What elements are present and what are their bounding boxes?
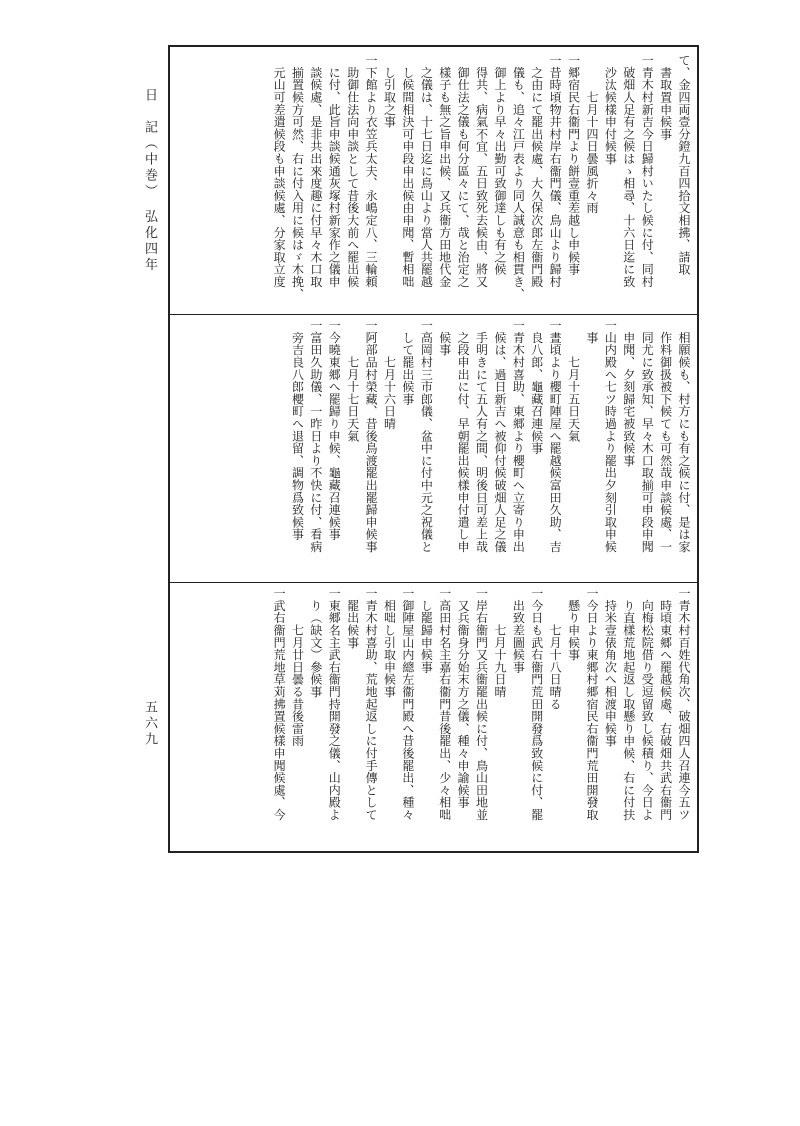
text-line: 七月十四日曇風折々雨 (584, 54, 599, 214)
text-band-middle (176, 319, 693, 577)
text-line: 時頃東郷へ罷越候處、右破畑共武右衞門 (658, 587, 673, 821)
text-line: 元山可差遣候段も申談候處、分家取立度 (272, 54, 287, 288)
text-line: 一郷宿民右衞門より餅壹重差越し申候事 (566, 54, 581, 276)
text-line: 七月十六日晴 (382, 319, 397, 430)
text-line: 之由にて罷出候處、大久保次郎左衞門殿 (529, 54, 544, 288)
text-line: 一青木村百姓代角次、破畑四人召連今五ツ (677, 587, 691, 821)
text-line: 一武右衞門荒地草苅拂置候樣申聞候處、今 (272, 587, 287, 821)
text-line: 一今日より東郷村郷宿民右衞門荒田開發取 (584, 587, 599, 821)
text-line: 良八郎、龜藏召連候事 (529, 319, 544, 455)
text-line: 候事 (437, 319, 452, 356)
band-divider-1 (170, 314, 697, 315)
text-line: 一岸右衞門又兵衞罷出候に付、鳥山田地並 (474, 587, 489, 821)
text-line: 七月十五日天氣 (566, 319, 581, 442)
text-line: 書取置申候事 (658, 54, 673, 141)
text-line: 罷出候事 (345, 587, 360, 649)
text-line: 樣子も無之旨申出候、又兵衞方田地代金 (437, 54, 452, 288)
page-frame (168, 45, 699, 853)
text-line: 七月廿日曇る昔後雷雨 (290, 587, 305, 747)
running-head-title: 日 記（中巻） 弘化四年 (142, 88, 157, 274)
text-line: 揃置候方可然、右に付入用に候はゞ木挽、 (290, 54, 305, 300)
text-line: 同尤に致承知、早々木口取揃可申段申聞 (640, 319, 655, 553)
text-line: 七月十八日晴る (548, 587, 563, 710)
text-line: 御上より早々出勤可致御達しも有之候 (492, 54, 507, 276)
text-line: 相願候も、村方にも有之候に付、是は家 (677, 319, 691, 553)
text-line: 相咄し引取申候事 (382, 587, 397, 698)
text-line: して罷出候事 (400, 319, 415, 406)
text-line: 候は、過日新吉へ被仰付候破畑人足之儀 (492, 319, 507, 553)
text-line: 一高岡村三市郎儀、盆中に付中元之祝儀と (419, 319, 434, 553)
text-line: 一今日も武右衞門荒田開發爲致候に付、罷 (529, 587, 544, 821)
text-line: 事 (584, 319, 599, 344)
text-line: し候間相決可申段申出候由申聞、暫相咄 (400, 54, 415, 288)
text-line: 旁吉良八郎櫻町へ退留、調物爲致候事 (290, 319, 305, 541)
text-line: 一青木村喜助、東郷より櫻町へ立寄り申出 (511, 319, 526, 553)
text-line: て、金四両壹分鐙九百四拾文相拂、請取 (677, 54, 691, 276)
text-line: 沙汰候樣申付候事 (603, 54, 618, 165)
text-line: 一東郷名主武右衞門持開發之儀、山内殿よ (327, 587, 342, 821)
band-divider-2 (170, 582, 697, 583)
text-line: 懸り申候事 (566, 587, 581, 661)
text-band-top (176, 54, 693, 312)
text-line: 作料御扱被下候ても可然哉申談候處、一 (658, 319, 673, 553)
text-line: 之儀は、十七日迄に鳥山より當人共罷越 (419, 54, 434, 288)
text-band-bottom (176, 587, 693, 845)
text-line: 七月十七日天氣 (345, 319, 360, 442)
text-line: 儀も、追々江戸表より同人誠意も相貫き、 (511, 54, 526, 300)
text-line: 破畑人足有之候はゝ相尋、十六日迄に致 (621, 54, 636, 288)
text-line: 一青木村喜助、荒地起返しに付手傳として (364, 587, 379, 821)
text-line: り（缺文）參候事 (308, 587, 323, 698)
text-line: 七月十九日晴 (492, 587, 507, 698)
text-line: し罷歸申候事 (419, 587, 434, 674)
text-line: 手明きにて五人有之間、明後日可差上哉 (474, 319, 489, 553)
text-line: 申聞、夕刻歸宅被致候事 (621, 319, 636, 467)
text-line: 一下館より衣笠兵太夫、永嶋定八、三輪頼 (364, 54, 379, 288)
page-number: 五六九 (142, 700, 157, 748)
text-line: 向梅松院借り受逗留致し候積り、今日よ (640, 587, 655, 821)
text-line: 一今曉東郷へ罷歸り申候、龜藏召連候事 (327, 319, 342, 541)
text-line: 一青木村新吉今日歸村いたし候に付、同村 (640, 54, 655, 288)
text-line: 持米壹俵角次へ相渡申候事 (603, 587, 618, 747)
text-line: 又兵衞身分始末方之儀、種々申諭候事 (456, 587, 471, 809)
text-line: 一山内殿へ七ツ時過より罷出夕刻引取申候 (603, 319, 618, 553)
text-line: 一阿部品村榮藏、昔後鳥渡罷出罷歸申候事 (364, 319, 379, 553)
text-line: 一昔時頃物井村岸右衞門儀、鳥山より歸村 (548, 54, 563, 288)
text-line: 一御陣屋山内總左衞門殿へ昔後罷出、種々 (400, 587, 415, 821)
text-line: 一高田村名主嘉右衞門昔後罷出、少々相咄 (437, 587, 452, 821)
text-line: 之段申出に付、早朝罷出候樣申付遣し申 (456, 319, 471, 553)
text-line: に付、此旨申談候通灰塚村新家作之儀申 (327, 54, 342, 288)
text-line: 一晝頃より櫻町陣屋へ罷越候富田久助、吉 (548, 319, 563, 553)
text-line: り直樣荒地起返し取懸り申候、右に付扶 (621, 587, 636, 821)
text-line: 出致差圖候事 (511, 587, 526, 674)
text-line: 得共、病氣不宜、五日致死去候由、將又 (474, 54, 489, 288)
text-line: 談候處、是非共出來度趣に付早々木口取 (308, 54, 323, 288)
text-line: 助御仕法向申談として昔後大前へ罷出候 (345, 54, 360, 288)
text-line: 一富田久助儀、一昨日より不快に付、看病 (308, 319, 323, 553)
text-line: し引取之事 (382, 54, 397, 128)
text-line: 御仕法之儀も何分區々にて、哉と治定之 (456, 54, 471, 288)
